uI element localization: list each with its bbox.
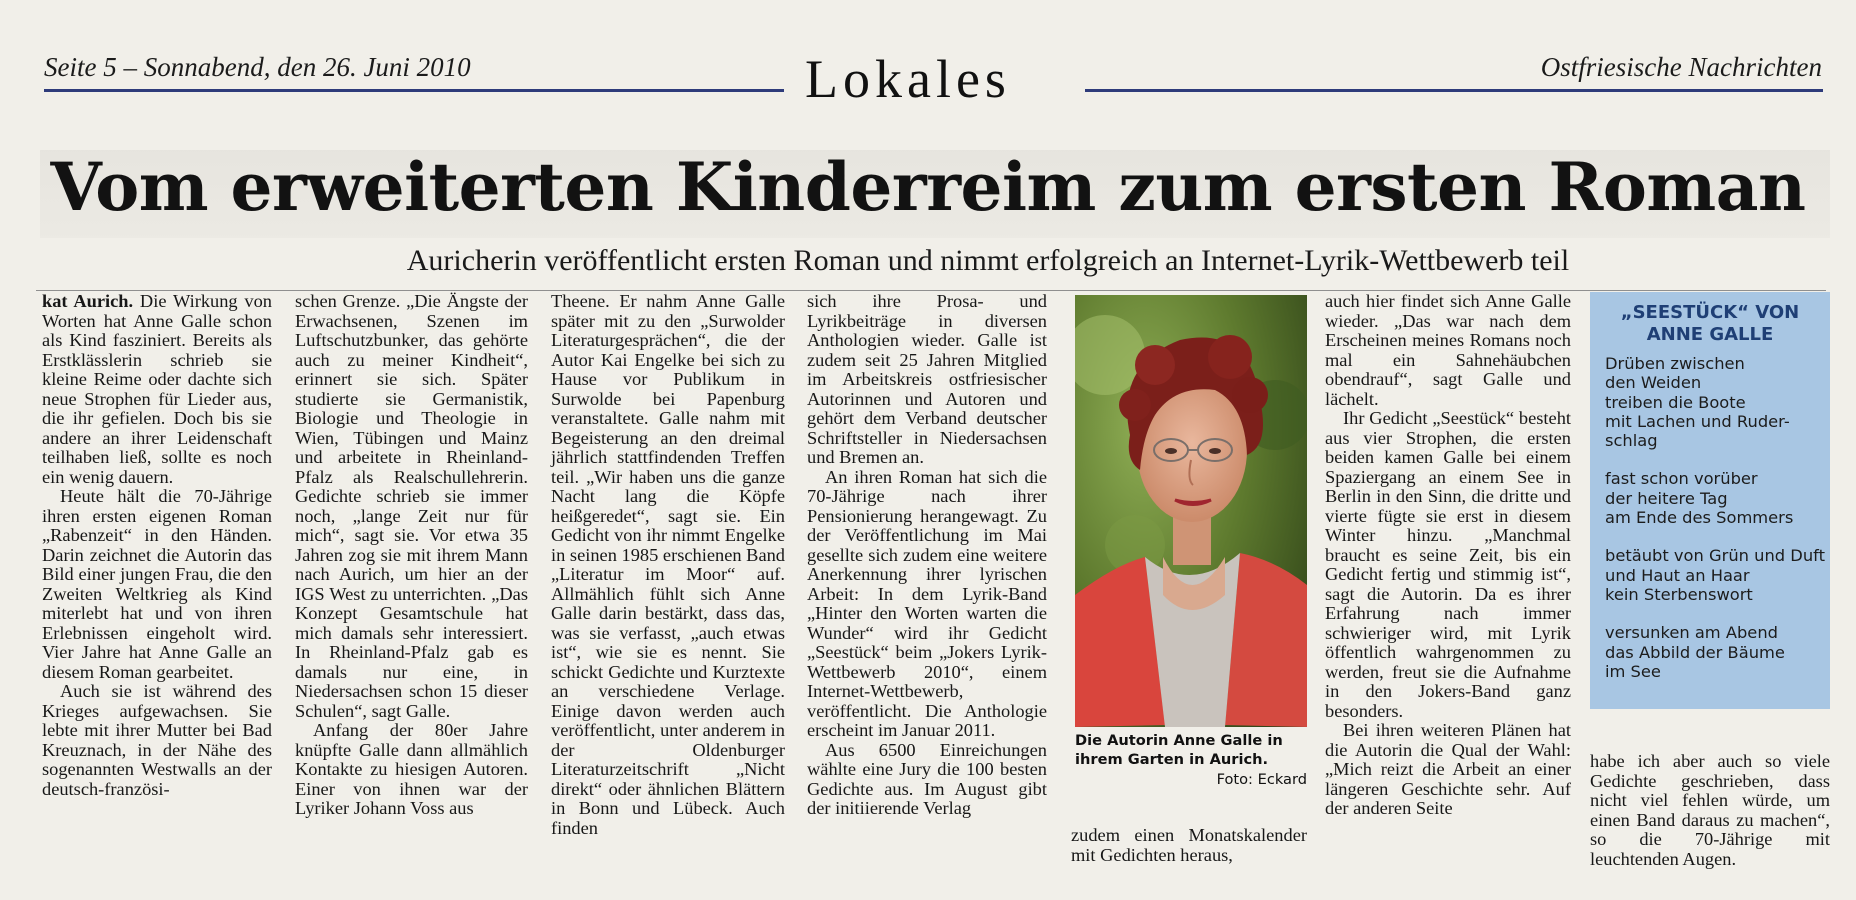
poem-line: fast schon vorüber [1605,469,1758,489]
article-paragraph: habe ich aber auch so viele Gedichte geschrieben, dass nicht viel fehlen würde, um einen Band daraus zu machen“, so die 70-Jährige mit leuchtenden Augen. [1590,751,1830,869]
article-column-5 [1071,826,1307,865]
lead-text: Die Wirkung von Worten hat Anne Galle schon als Kind fasziniert. Bereits als Erstklässlerin schrieb sie kleine Reime oder dachte sich neue Strophen für Lieder aus, die ihr gefielen. Doch bis sie andere an ihrer Leidenschaft teilhaben ließ, sollte es noch ein wenig dauern. [42,291,272,487]
poem-line: schlag [1605,431,1658,451]
article-paragraph: Aus 6500 Einreichungen wählte eine Jury die 100 besten Gedichte aus. Im August gibt der initiierende Verlag [807,739,1047,818]
article-column-1 [42,292,272,799]
poem-line: das Abbild der Bäume [1605,642,1785,662]
article-paragraph: Theene. Er nahm Anne Galle später mit zu den „Surwolder Literaturgesprächen“, die der Autor Kai Engelke bei sich zu Hause vor Publikum in Surwolde bei Papenburg veranstaltete. Galle nahm mit Begeisterung an den dreimal jährlich stattfindenden Treffen teil. „Wir haben uns die ganze Nacht lang die Köpfe heißgeredet“, sagt sie. Ein Gedicht von ihr nimmt Engelke in seinen 1985 erschienen Band „Literatur im Moor“ auf. Allmählich fühlt sich Anne Galle darin bestärkt, dass das, was sie verfasst, „auch etwas ist“, wie sie es nennt. Sie schickt Gedichte und Kurztexte an verschiedene Verlage. Einige davon werden auch veröffentlicht, unter anderem in der Oldenburger Literaturzeitschrift „Nicht direkt“ oder ähnlichen Blättern in Bonn und Lübeck. Auch finden [551,291,785,838]
header-rule-right [1085,89,1823,92]
poem-text [1605,354,1825,681]
article-column-7 [1590,752,1830,869]
stanza-gap [1605,604,1817,623]
article-column-2 [295,292,528,819]
poem-line: Drüben zwischen [1605,354,1745,373]
stanza-gap [1605,450,1817,469]
poem-line: und Haut an Haar [1605,565,1750,585]
poem-line: im See [1605,661,1661,681]
article-column-4 [807,292,1047,819]
article-paragraph [42,292,272,487]
poem-line: treiben die Boote [1605,392,1746,412]
article-paragraph: Heute hält die 70-Jährige ihren ersten eigenen Roman „Rabenzeit“ in den Händen. Darin zeichnet die Autorin das Bild einer jungen Frau, die den Zweiten Weltkrieg als Kind miterlebt hat und von ihren Erlebnissen eingeholt wird. Vier Jahre hat Anne Galle an diesem Roman gearbeitet. [42,486,272,682]
stanza-gap [1605,527,1817,546]
poem-line: kein Sterbenswort [1605,584,1753,604]
subheadline: Auricherin veröffentlicht ersten Roman und nimmt erfolgreich an Internet-Lyrik-Wettbewerb teil [406,244,1570,277]
poem-title: „SEESTÜCK“ VON ANNE GALLE [1620,302,1800,345]
poem-line: versunken am Abend [1605,623,1778,643]
poem-line: am Ende des Sommers [1605,508,1794,528]
article-paragraph: zudem einen Monatskalender mit Gedichten heraus, [1071,825,1307,865]
poem-line: den Weiden [1605,373,1702,393]
article-paragraph: schen Grenze. „Die Ängste der Erwachsenen, Szenen im Luftschutzbunker, das gehörte auch zu meiner Kindheit“, erinnert sie sich. Später studierte sie Germanistik, Biologie und Theologie in Wien, Tübingen und Mainz und arbeitete in Rheinland-Pfalz als Realschullehrerin. Gedichte schrieb sie immer noch, „lange Zeit nur für mich“, sagt sie. Vor etwa 35 Jahren zog sie mit ihrem Mann nach Aurich, um hier an der IGS West zu unterrichten. „Das Konzept Gesamtschule hat mich damals sehr interessiert. In Rheinland-Pfalz gab es damals nur eine, in Niedersachsen schon 15 dieser Schulen“, sagt Galle. [295,291,528,721]
article-paragraph: sich ihre Prosa- und Lyrikbeiträge in diversen Anthologien wieder. Galle ist zudem seit 25 Jahren Mitglied im Arbeitskreis ostfriesischer Autorinnen und Autoren und gehört dem Verband deutscher Schriftsteller in Niedersachsen und Bremen an. [807,291,1047,467]
photo-credit: Foto: Eckard [1216,771,1307,788]
article-paragraph: An ihren Roman hat sich die 70-Jährige nach ihrer Pensionierung herangewagt. Zu der Veröffentlichung im Mai gesellte sich zudem eine weitere Anerkennung ihrer lyrischen Arbeit: In dem Lyrik-Band „Hinter den Worten warten die Wunder“ wird ihr Gedicht „Seestück“ beim „Jokers Lyrik-Wettbewerb 2010“, einem Internet-Wettbewerb, veröffentlicht. Die Anthologie erscheint im Januar 2011. [807,466,1047,740]
article-paragraph: Bei ihren weiteren Plänen hat die Autorin die Qual der Wahl: „Mich reizt die Arbeit an einer längeren Geschichte sehr. Auf der anderen Seite [1325,720,1571,818]
author-photo [1075,295,1307,727]
article-paragraph: auch hier findet sich Anne Galle wieder. „Das war nach dem Erscheinen meines Romans noch mal ein Sahnehäubchen obendrauf“, sagt Galle und lächelt. [1325,291,1571,409]
poem-line: betäubt von Grün und Duft [1605,546,1825,566]
portrait-illustration [1075,295,1307,727]
header-rule-left [44,89,784,92]
article-paragraph: Auch sie ist während des Krieges aufgewachsen. Sie lebte mit ihrer Mutter bei Bad Kreuznach, in der Nähe des sogenannten Westwalls an der deutsch-französi- [42,681,272,799]
page-date-line: Seite 5 – Sonnabend, den 26. Juni 2010 [44,52,471,82]
article-column-6 [1325,292,1571,819]
newspaper-name: Ostfriesische Nachrichten [1540,52,1822,82]
article-paragraph: Ihr Gedicht „Seestück“ besteht aus vier Strophen, die ersten beiden kamen Galle bei einem Spaziergang an einem See in Berlin in den Sinn, die dritte und vierte fügte sie erst in diesem Winter hinzu. „Manchmal braucht es seine Zeit, bis ein Gedicht fertig und stimmig ist“, sagt die Autorin. Da es ihrer Erfahrung nach immer schwieriger wird, mit Lyrik öffentlich wahrgenommen zu werden, freut sie die Aufnahme in den Jokers-Band ganz besonders. [1325,408,1571,721]
article-column-3 [551,292,785,838]
section-title: Lokales [805,49,1011,109]
photo-caption: Die Autorin Anne Galle in ihrem Garten in Aurich. [1075,732,1283,768]
article-paragraph: Anfang der 80er Jahre knüpfte Galle dann allmählich Kontakte zu hiesigen Autoren. Einer von ihnen war der Lyriker Johann Voss aus [295,720,528,818]
poem-line: der heitere Tag [1605,488,1728,508]
poem-line: mit Lachen und Ruder- [1605,411,1790,431]
headline: Vom erweiterten Kinderreim zum ersten Roman [50,148,1806,226]
dateline: kat Aurich. [42,291,134,311]
